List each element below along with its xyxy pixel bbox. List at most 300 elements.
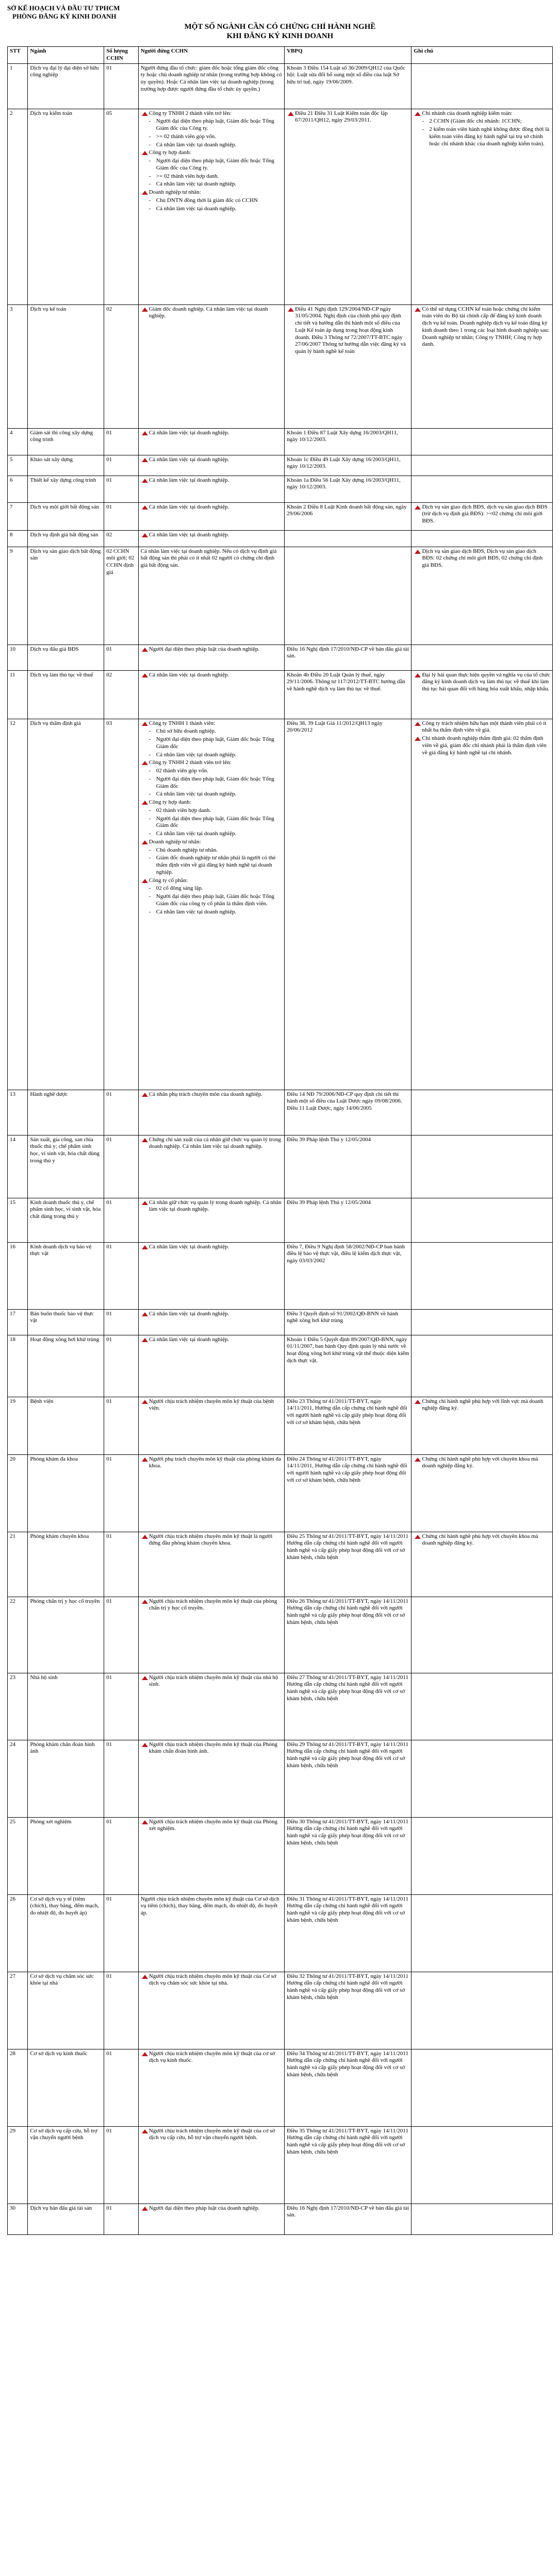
cell-nganh: Dịch vụ môi giới bất động sản: [28, 502, 104, 530]
cell-ghi-chu: [411, 476, 553, 502]
cell-vbpq: [285, 719, 411, 1090]
cell-so-luong: 02: [104, 670, 139, 719]
cell-stt: 22: [8, 1597, 28, 1673]
cell-vbpq: [285, 476, 411, 502]
cell-ghi-chu-list: [414, 1533, 550, 1548]
table-row: [8, 109, 553, 304]
cell-stt: 4: [8, 428, 28, 455]
dept-line-1: SỞ KẾ HOẠCH VÀ ĐẦU TƯ TPHCM: [7, 4, 120, 12]
list-item: Cá nhân giữ chức vụ quản lý trong doanh nghiệp. Cá nhân làm việc tại doanh nghiệp.: [141, 1199, 282, 1214]
cell-nguoi-dung: Cá nhân làm việc tại doanh nghiệp. Nếu có dịch vụ định giá bất động sản thì phải có ít nhất 02 người có chứng chỉ định giá bất động sản.: [138, 547, 284, 645]
cell-ghi-chu-list: [414, 720, 550, 757]
cell-vbpq: [285, 1972, 411, 2049]
cell-vbpq-list: [287, 1741, 409, 1770]
cell-ghi-chu: [411, 1673, 553, 1740]
cell-ghi-chu: [411, 1135, 553, 1198]
cell-stt: 3: [8, 304, 28, 428]
cell-ghi-chu: [411, 2204, 553, 2234]
cell-nguoi-dung: [138, 1597, 284, 1673]
cell-nganh: Dịch vụ kế toán: [28, 304, 104, 428]
cell-nganh: Khảo sát xây dựng: [28, 455, 104, 476]
cell-stt: 5: [8, 455, 28, 476]
cell-stt: 14: [8, 1135, 28, 1198]
cell-ghi-chu: [411, 304, 553, 428]
cell-nguoi-dung: [138, 670, 284, 719]
cell-stt: 6: [8, 476, 28, 502]
cell-so-luong: 01: [104, 1817, 139, 1894]
cell-ghi-chu: [411, 719, 553, 1090]
cell-ghi-chu: [411, 1090, 553, 1135]
cell-nguoi-dung: [138, 1397, 284, 1454]
list-item: Công ty hợp danh:: [141, 799, 282, 806]
col-header-nguoi-dung: Người đứng CCHN: [138, 47, 284, 64]
cell-nganh: Thiết kế xây dựng công trình: [28, 476, 104, 502]
list-item: Chứng chỉ sản xuất của cá nhân giữ chức vụ quản lý trong doanh nghiệp. Cá nhân làm việc tại doanh nghiệp.: [141, 1137, 282, 1151]
cell-nguoi-dung-list: [141, 1137, 282, 1151]
list-item: Điều 26 Thông tư 41/2011/TT-BYT, ngày 14/11/2011 Hướng dẫn cấp chứng chỉ hành nghề đối với người hành nghề và cấp giấy phép hoạt động đối với cơ sở khám bệnh, chữa bệnh: [287, 1598, 408, 1625]
list-item: Chứng chỉ hành nghề phù hợp với lĩnh vực mà doanh nghiệp đăng ký.: [414, 1398, 550, 1413]
cell-ghi-chu: [411, 670, 553, 719]
cell-vbpq-list: [287, 306, 409, 355]
list-item: - Người đại diện theo pháp luật, Giám đốc hoặc Tổng Giám đốc: [141, 736, 282, 751]
table-row: [8, 1198, 553, 1242]
cell-so-luong: 01: [104, 1242, 139, 1309]
cell-vbpq: [285, 1242, 411, 1309]
cell-vbpq: [285, 1673, 411, 1740]
table-row: [8, 2126, 553, 2204]
cell-ghi-chu: [411, 1972, 553, 2049]
cell-so-luong: 01: [104, 1135, 139, 1198]
list-item: Công ty TNHH 2 thành viên trở lên:: [141, 110, 282, 117]
list-item: Điều 31 Thông tư 41/2011/TT-BYT, ngày 14/11/2011 Hướng dẫn cấp chứng chỉ hành nghề đối với người hành nghề và cấp giấy phép hoạt động đối với cơ sở khám bệnh, chữa bệnh: [287, 1895, 408, 1923]
cell-stt: 2: [8, 109, 28, 304]
list-item: Người chịu trách nhiệm chuyên môn kỹ thuật của Phòng xét nghiệm.: [141, 1819, 282, 1833]
cell-stt: 29: [8, 2126, 28, 2204]
cell-vbpq: [285, 2204, 411, 2234]
cell-ghi-chu: [411, 530, 553, 547]
cell-vbpq-list: [287, 1533, 409, 1562]
cell-vbpq-list: [287, 456, 409, 471]
table-row: [8, 1740, 553, 1817]
table-row: [8, 1242, 553, 1309]
cell-ghi-chu: [411, 2126, 553, 2204]
list-item: - Giám đốc doanh nghiệp tư nhân phải là người có thẻ thẩm định viên về giá đăng ký hành nghề tại doanh nghiệp.: [141, 855, 282, 876]
cell-so-luong: 01: [104, 502, 139, 530]
cell-nganh: Bệnh viện: [28, 1397, 104, 1454]
list-item: - >= 02 thành viên hợp danh.: [141, 173, 282, 180]
cell-nguoi-dung-list: [141, 1456, 282, 1470]
cell-so-luong: 01: [104, 476, 139, 502]
table-row: [8, 1090, 553, 1135]
list-item: Điều 29 Thông tư 41/2011/TT-BYT, ngày 14/11/2011 Hướng dẫn cấp chứng chỉ hành nghề đối với người hành nghề và cấp giấy phép hoạt động đối với cơ sở khám bệnh, chữa bệnh: [287, 1741, 408, 1769]
table-row: [8, 547, 553, 645]
list-item: Giám đốc doanh nghiệp. Cá nhân làm việc tại doanh nghiệp.: [141, 306, 282, 320]
cell-vbpq: [285, 2049, 411, 2126]
cell-ghi-chu: [411, 1597, 553, 1673]
list-item: Cá nhân làm việc tại doanh nghiệp.: [141, 430, 282, 437]
cell-so-luong: 01: [104, 1454, 139, 1532]
cell-vbpq-list: [287, 2128, 409, 2156]
list-item: Người đại diện theo pháp luật của doanh nghiệp.: [141, 646, 282, 653]
table-row: [8, 719, 553, 1090]
cell-vbpq: [285, 645, 411, 670]
cell-nguoi-dung-list: [141, 2205, 282, 2212]
list-item: Người phụ trách chuyên môn kỹ thuật của phòng khám đa khoa.: [141, 1456, 282, 1470]
list-item: Khoản 1 Điều 87 Luật Xây dựng 16/2003/QH11, ngày 10/12/2003.: [287, 429, 398, 443]
cell-nguoi-dung: [138, 1454, 284, 1532]
cell-stt: 27: [8, 1972, 28, 2049]
cell-nguoi-dung: Người đứng đầu tổ chức: giám đốc hoặc tổng giám đốc công ty hoặc chủ doanh nghiệp tư nhân (trong trường hợp không có ủy quyền). Hoặc Cá nhân làm việc tại doanh nghiệp (trong trường hợp được người đứng đầu tổ chức ủy quyền.): [138, 63, 284, 109]
cell-vbpq: [285, 63, 411, 109]
doc-title: [7, 22, 553, 42]
list-item: - 2 kiểm toán viên hành nghề không được đồng thời là kiểm toán viên đăng ký hành nghề tại trụ sở chính hoặc chi nhánh khác của doanh nghiệp kiểm toán).: [414, 126, 550, 147]
table-header-row: [8, 47, 553, 64]
cell-nganh: Dịch vụ sàn giao dịch bất động sản: [28, 547, 104, 645]
list-item: Cá nhân làm việc tại doanh nghiệp.: [141, 1244, 282, 1251]
list-item: - Chủ DNTN đồng thời là giám đốc có CCHN: [141, 197, 282, 205]
cell-so-luong: 01: [104, 2204, 139, 2234]
cell-vbpq-list: [287, 504, 409, 518]
cell-ghi-chu-list: [414, 110, 550, 148]
cell-so-luong: 02: [104, 304, 139, 428]
list-item: Người chịu trách nhiệm chuyên môn kỹ thuật của cơ sở dịch vụ cấp cứu, hỗ trợ vận chuyển người bệnh.: [141, 2128, 282, 2142]
list-item: Có thể sử dụng CCHN kế toán hoặc chứng chỉ kiểm toán viên do Bộ tài chính cấp để đăng ký kinh doanh dịch vụ kế toán. Doanh nghiệp dịch vụ kế toán đăng ký kinh doanh theo 1 trong các loại hình doanh nghiệp sau: Doanh nghiệp tư nhân; Công ty TNHH; Công ty hợp danh.: [414, 306, 550, 349]
table-row: [8, 1673, 553, 1740]
table-row: [8, 1532, 553, 1597]
cell-nguoi-dung: [138, 455, 284, 476]
cell-vbpq: [285, 1817, 411, 1894]
cell-nganh: Cơ sở dịch vụ kính thuốc: [28, 2049, 104, 2126]
table-row: [8, 2204, 553, 2234]
table-row: [8, 645, 553, 670]
cell-so-luong: 01: [104, 1309, 139, 1335]
table-row: [8, 63, 553, 109]
cell-vbpq-list: [287, 1819, 409, 1847]
list-item: - 02 thành viên góp vốn.: [141, 768, 282, 775]
cell-stt: 9: [8, 547, 28, 645]
cell-vbpq-list: [287, 477, 409, 492]
list-item: Điều 27 Thông tư 41/2011/TT-BYT, ngày 14/11/2011 Hướng dẫn cấp chứng chỉ hành nghề đối với người hành nghề và cấp giấy phép hoạt động đối với cơ sở khám bệnh, chữa bệnh: [287, 1674, 408, 1702]
cell-so-luong: 01: [104, 455, 139, 476]
cell-nguoi-dung: [138, 1198, 284, 1242]
list-item: Đại lý hải quan thực hiện quyền và nghĩa vụ của tổ chức đăng ký kinh doanh dịch vụ làm thủ tục về thuế khi làm thủ tục hải quan đối với hàng hóa xuất khẩu, nhập khẩu.: [414, 672, 550, 693]
cell-so-luong: 01: [104, 1090, 139, 1135]
list-item: Chứng chỉ hành nghề phù hợp với chuyên khoa mà doanh nghiệp đăng ký.: [414, 1533, 550, 1548]
cell-stt: 7: [8, 502, 28, 530]
cell-nganh: Phòng khám chẩn đoán hình ảnh: [28, 1740, 104, 1817]
cell-ghi-chu: [411, 1335, 553, 1397]
list-item: - Người đại diện theo pháp luật, Giám đốc hoặc Tổng Giám đốc của Công ty.: [141, 118, 282, 132]
cell-nganh: Dịch vụ kiểm toán: [28, 109, 104, 304]
cell-vbpq-list: [287, 1598, 409, 1626]
cell-vbpq: [285, 502, 411, 530]
cell-nguoi-dung-list: [141, 1336, 282, 1344]
cell-nganh: Giám sát thi công xây dựng công trình: [28, 428, 104, 455]
cell-vbpq-list: [287, 65, 409, 86]
cell-ghi-chu: [411, 1740, 553, 1817]
cell-vbpq-list: [287, 1137, 409, 1144]
cell-nguoi-dung-list: [141, 1091, 282, 1098]
cell-stt: 15: [8, 1198, 28, 1242]
cell-nguoi-dung-list: [141, 1819, 282, 1833]
cell-so-luong: 01: [104, 645, 139, 670]
list-item: Khoản 1c Điều 49 Luật Xây dựng 16/2003/QH11, ngày 10/12/2003.: [287, 456, 401, 470]
cell-nguoi-dung: [138, 1673, 284, 1740]
list-item: Cá nhân làm việc tại doanh nghiệp.: [141, 477, 282, 484]
table-row: [8, 2049, 553, 2126]
cell-ghi-chu: [411, 1309, 553, 1335]
cell-so-luong: 01: [104, 1673, 139, 1740]
cell-stt: 21: [8, 1532, 28, 1597]
cell-nguoi-dung-list: [141, 646, 282, 653]
cell-vbpq-list: [287, 672, 409, 693]
list-item: - >= 02 thành viên góp vốn.: [141, 133, 282, 141]
list-item: Dịch vụ sàn giao dịch BĐS, dịch vụ sàn giao dịch BĐS (trừ dịch vụ định giá BĐS): >=02 chứng chỉ môi giới BĐS.: [414, 504, 550, 525]
list-item: Người chịu trách nhiệm chuyên môn kỹ thuật của Phòng khám chẩn đoán hình ảnh.: [141, 1741, 282, 1756]
cell-nganh: Dịch vụ bán đấu giá tài sản: [28, 2204, 104, 2234]
cell-vbpq-list: [287, 1674, 409, 1703]
cell-ghi-chu: [411, 428, 553, 455]
cell-vbpq: [285, 1090, 411, 1135]
cell-nguoi-dung: [138, 109, 284, 304]
list-item: Khoản 3 Điều 154 Luật số 36/2009/QH12 của Quốc hội: Luật sửa đổi bổ sung một số điều của luật Sở hữu trí tuệ, ngày 19/06/2009.: [287, 64, 405, 85]
cell-stt: 10: [8, 645, 28, 670]
cell-vbpq-list: [287, 2205, 409, 2219]
cell-nguoi-dung-list: [141, 306, 282, 320]
cell-ghi-chu: [411, 1454, 553, 1532]
title-line-1: MỘT SỐ NGÀNH CẦN CÓ CHỨNG CHỈ HÀNH NGHỀ: [184, 22, 376, 31]
cell-nguoi-dung: [138, 502, 284, 530]
list-item: - 2 CCHN (Giám đốc chi nhánh: 1CCHN;: [414, 118, 550, 125]
cell-nguoi-dung: [138, 304, 284, 428]
cell-nganh: Sản xuất, gia công, san chia thuốc thú y; chế phẩm sinh học, vi sinh vật, hóa chất dùng trong thú y: [28, 1135, 104, 1198]
dept-line-2: PHÒNG ĐĂNG KÝ KINH DOANH: [12, 12, 117, 21]
cell-stt: 11: [8, 670, 28, 719]
cell-nganh: Bán buôn thuốc bảo vệ thực vật: [28, 1309, 104, 1335]
cell-vbpq-list: [287, 1311, 409, 1325]
list-item: - Chủ doanh nghiệp tư nhân.: [141, 847, 282, 854]
cell-vbpq-list: [287, 2050, 409, 2079]
cell-nganh: Phòng xét nghiệm: [28, 1817, 104, 1894]
cell-so-luong: 01: [104, 1972, 139, 2049]
list-item: Điều 16 Nghị định 17/2010/NĐ-CP về bán đấu giá tài sản.: [287, 2205, 409, 2218]
cell-ghi-chu-list: [414, 548, 550, 569]
list-item: Cá nhân làm việc tại doanh nghiệp.: [141, 1311, 282, 1318]
cell-nguoi-dung-list: [141, 1199, 282, 1214]
list-item: - 02 thành viên hợp danh.: [141, 807, 282, 815]
cell-nguoi-dung: [138, 476, 284, 502]
cell-stt: 18: [8, 1335, 28, 1397]
table-row: [8, 1972, 553, 2049]
col-header-vbpq: VBPQ: [285, 47, 411, 64]
list-item: - Cá nhân làm việc tại doanh nghiệp.: [141, 206, 282, 213]
cell-stt: 20: [8, 1454, 28, 1532]
cell-stt: 17: [8, 1309, 28, 1335]
list-item: Điều 25 Thông tư 41/2011/TT-BYT, ngày 14/11/2011 Hướng dẫn cấp chứng chỉ hành nghề đối với người hành nghề và cấp giấy phép hoạt động đối với cơ sở khám bệnh, chữa bệnh: [287, 1533, 408, 1561]
list-item: Người chịu trách nhiệm chuyên môn kỹ thuật của Cơ sở dịch vụ chăm sóc sức khỏe tại nhà.: [141, 1973, 282, 1988]
table-row: [8, 1309, 553, 1335]
cell-vbpq-list: [287, 1244, 409, 1265]
cell-so-luong: 01: [104, 1597, 139, 1673]
cell-vbpq: [285, 670, 411, 719]
cell-nguoi-dung-list: [141, 477, 282, 484]
list-item: Người chịu trách nhiệm chuyên môn kỹ thuật của bệnh viện.: [141, 1398, 282, 1413]
cell-nguoi-dung-list: [141, 110, 282, 213]
cell-vbpq: [285, 109, 411, 304]
list-item: Người chịu trách nhiệm chuyên môn kỹ thuật của cơ sở dịch vụ kính thuốc.: [141, 2050, 282, 2065]
cell-vbpq: [285, 547, 411, 645]
cell-ghi-chu-list: [414, 1398, 550, 1413]
cell-so-luong: 02 CCHN môi giới; 02 CCHN định giá: [104, 547, 139, 645]
list-item: Cá nhân làm việc tại doanh nghiệp.: [141, 672, 282, 679]
cell-stt: 25: [8, 1817, 28, 1894]
cell-nguoi-dung: [138, 1532, 284, 1597]
cchn-table: [7, 46, 553, 2235]
cell-nguoi-dung-list: [141, 2128, 282, 2142]
list-item: - Cá nhân làm việc tại doanh nghiệp.: [141, 831, 282, 838]
table-row: [8, 670, 553, 719]
list-item: Điều 7, Điều 9 Nghị định 58/2002/NĐ-CP ban hành điều lệ bảo vệ thực vật, điều lệ kiểm dịch thực vật, ngày 03/03/2002: [287, 1243, 405, 1264]
cell-nguoi-dung-list: [141, 532, 282, 539]
list-item: Điều 21 Điều 31 Luật Kiểm toán độc lập 67/2011/QH12, ngày 29/03/2011.: [287, 110, 409, 125]
cell-nganh: Dịch vụ thẩm định giá: [28, 719, 104, 1090]
cell-vbpq: [285, 1309, 411, 1335]
cell-nganh: Hoạt động xông hơi khử trùng: [28, 1335, 104, 1397]
table-row: [8, 1817, 553, 1894]
cell-vbpq: [285, 428, 411, 455]
cell-vbpq: [285, 455, 411, 476]
table-body: [8, 63, 553, 2234]
cell-ghi-chu: [411, 455, 553, 476]
cell-ghi-chu: [411, 645, 553, 670]
list-item: Điều 41 Nghị định 129/2004/NĐ-CP ngày 31/05/2004. Nghị định của chính phủ quy định chi tiết và hướng dẫn thi hành một số điều của Luật Kế toán áp dụng trong hoạt động kinh doanh. Điều 3 Thông tư 72/2007/TT-BTC ngày 27/06/2007 Thông tư hướng dẫn việc đăng ký và quản lý hành nghề kế toán: [287, 306, 409, 355]
cell-nganh: Kinh doanh thuốc thú y, chế phẩm sinh học, vi sinh vật, hóa chất dùng trong thú y: [28, 1198, 104, 1242]
col-header-so-luong: Số lượng CCHN: [104, 47, 139, 64]
cell-vbpq-list: [287, 430, 409, 444]
list-item: Điều 14 NĐ 79/2006/NĐ-CP quy định chi tiết thi hành một số điều của Luật Dược ngày 09/08/2006. Điều 11 Luật Dược, ngày 14/06/2005: [287, 1091, 402, 1111]
list-item: Cá nhân làm việc tại doanh nghiệp.: [141, 532, 282, 539]
table-row: [8, 1135, 553, 1198]
list-item: Chi nhánh của doanh nghiệp kiểm toán:: [414, 110, 550, 117]
table-row: [8, 1397, 553, 1454]
cell-ghi-chu: [411, 1198, 553, 1242]
cell-so-luong: 01: [104, 428, 139, 455]
list-item: Khoản 2 Điều 8 Luật Kinh doanh bất động sản, ngày 29/06/2006: [287, 503, 407, 517]
cell-nguoi-dung: [138, 719, 284, 1090]
table-row: [8, 1335, 553, 1397]
table-row: [8, 304, 553, 428]
cell-nganh: Dịch vụ định giá bất động sản: [28, 530, 104, 547]
list-item: Điều 3 Quyết định số 91/2002/QĐ-BNN về hành nghề xông hơi khử trùng: [287, 1310, 399, 1324]
title-line-2: KHI ĐĂNG KÝ KINH DOANH: [226, 32, 334, 41]
cell-so-luong: 03: [104, 719, 139, 1090]
table-row: [8, 428, 553, 455]
list-item: Cá nhân phụ trách chuyên môn của doanh nghiệp.: [141, 1091, 282, 1098]
cell-ghi-chu-list: [414, 504, 550, 525]
cell-so-luong: 01: [104, 2126, 139, 2204]
cell-vbpq: [285, 1740, 411, 1817]
cell-nguoi-dung: [138, 645, 284, 670]
col-header-ghi-chu: Ghi chú: [411, 47, 553, 64]
list-item: Công ty hợp danh:: [141, 149, 282, 157]
cell-so-luong: 01: [104, 1198, 139, 1242]
cell-so-luong: 01: [104, 2049, 139, 2126]
cell-nganh: Dịch vụ đấu giá BĐS: [28, 645, 104, 670]
cell-ghi-chu: [411, 1817, 553, 1894]
table-row: [8, 1894, 553, 1972]
cell-vbpq: [285, 304, 411, 428]
cell-vbpq: [285, 1597, 411, 1673]
cell-nguoi-dung: Người chịu trách nhiệm chuyên môn kỹ thuật của Cơ sở dịch vụ tiêm (chích), thay băng, đếm mạch, đo nhiệt độ, đo huyết áp.: [138, 1894, 284, 1972]
cell-vbpq: [285, 2126, 411, 2204]
list-item: Khoản 1 Điều 5 Quyết định 89/2007/QĐ-BNN, ngày 01/11/2007, ban hành Quy định quản lý nhà nước về hoạt động xông hơi khử trùng vật thể thuộc diện kiểm dịch thực vật.: [287, 1336, 409, 1364]
cell-stt: 16: [8, 1242, 28, 1309]
cell-nguoi-dung-list: [141, 1311, 282, 1318]
list-item: Công ty TNHH 2 thành viên trở lên:: [141, 759, 282, 767]
list-item: Cá nhân làm việc tại doanh nghiệp.: [141, 1336, 282, 1344]
cell-stt: 30: [8, 2204, 28, 2234]
cell-nguoi-dung-list: [141, 1398, 282, 1413]
cell-ghi-chu: [411, 1894, 553, 1972]
cell-vbpq: [285, 1397, 411, 1454]
table-row: [8, 502, 553, 530]
list-item: Dịch vụ sàn giao dịch BĐS, Dịch vụ sàn giao dịch BĐS: 02 chứng chỉ môi giới BĐS, 02 chứng chỉ định giá BĐS.: [414, 548, 550, 569]
cell-so-luong: 01: [104, 1532, 139, 1597]
list-item: Điều 16 Nghị định 17/2010/NĐ-CP về bán đấu giá tài sản.: [287, 646, 409, 659]
cell-ghi-chu: [411, 63, 553, 109]
cell-nganh: Phòng khám chuyên khoa: [28, 1532, 104, 1597]
cell-vbpq-list: [287, 646, 409, 660]
list-item: Điều 30 Thông tư 41/2011/TT-BYT, ngày 14/11/2011 Hướng dẫn cấp chứng chỉ hành nghề đối với người hành nghề và cấp giấy phép hoạt động đối với cơ sở khám bệnh, chữa bệnh: [287, 1818, 408, 1846]
list-item: Công ty cổ phần:: [141, 877, 282, 885]
cell-nganh: Phòng khám đa khoa: [28, 1454, 104, 1532]
list-item: Doanh nghiệp tư nhân:: [141, 839, 282, 846]
cell-nguoi-dung-list: [141, 430, 282, 437]
list-item: Cá nhân làm việc tại doanh nghiệp.: [141, 456, 282, 464]
cell-stt: 19: [8, 1397, 28, 1454]
cell-vbpq-list: [287, 110, 409, 125]
cell-nguoi-dung: [138, 2126, 284, 2204]
cell-vbpq-list: [287, 1896, 409, 1924]
cell-nguoi-dung-list: [141, 1533, 282, 1548]
col-header-nganh: Ngành: [28, 47, 104, 64]
cell-nguoi-dung: [138, 530, 284, 547]
cell-nguoi-dung: [138, 1242, 284, 1309]
cell-vbpq-list: [287, 1336, 409, 1365]
table-row: [8, 455, 553, 476]
cell-stt: 13: [8, 1090, 28, 1135]
list-item: Người chịu trách nhiệm chuyên môn kỹ thuật của nhà hộ sinh.: [141, 1674, 282, 1689]
list-item: - Người đại diện theo pháp luật, Giám đốc hoặc Tổng Giám đốc: [141, 816, 282, 830]
list-item: Chi nhánh doanh nghiệp thẩm định giá: 02 thẩm định viên về giá, giám đốc chi nhánh phải là thẩm định viên về giá đăng ký hành nghề tại chi nhánh.: [414, 735, 550, 756]
list-item: Cá nhân làm việc tại doanh nghiệp.: [141, 504, 282, 511]
list-item: Khoản 4b Điều 20 Luật Quản lý thuế, ngày 29/11/2006. Thông tư 117/2012/TT-BTC hướng dẫn về hành nghề dịch vụ làm thủ tục về thuế.: [287, 671, 405, 692]
cell-nganh: Cơ sở dịch vụ cấp cứu, hỗ trợ vận chuyển người bệnh: [28, 2126, 104, 2204]
list-item: Người chịu trách nhiệm chuyên môn kỹ thuật của phòng chẩn trị y học cổ truyền.: [141, 1598, 282, 1613]
table-row: [8, 530, 553, 547]
cell-nguoi-dung-list: [141, 720, 282, 916]
cell-nguoi-dung-list: [141, 1973, 282, 1988]
cell-ghi-chu: [411, 1242, 553, 1309]
cell-so-luong: 01: [104, 1397, 139, 1454]
cell-ghi-chu-list: [414, 672, 550, 693]
cell-nguoi-dung-list: [141, 2050, 282, 2065]
cell-nguoi-dung-list: [141, 1674, 282, 1689]
cell-vbpq-list: [287, 720, 409, 735]
cell-ghi-chu: [411, 1397, 553, 1454]
cell-ghi-chu: [411, 502, 553, 530]
cell-nganh: Cơ sở dịch vụ chăm sóc sức khỏe tại nhà: [28, 1972, 104, 2049]
